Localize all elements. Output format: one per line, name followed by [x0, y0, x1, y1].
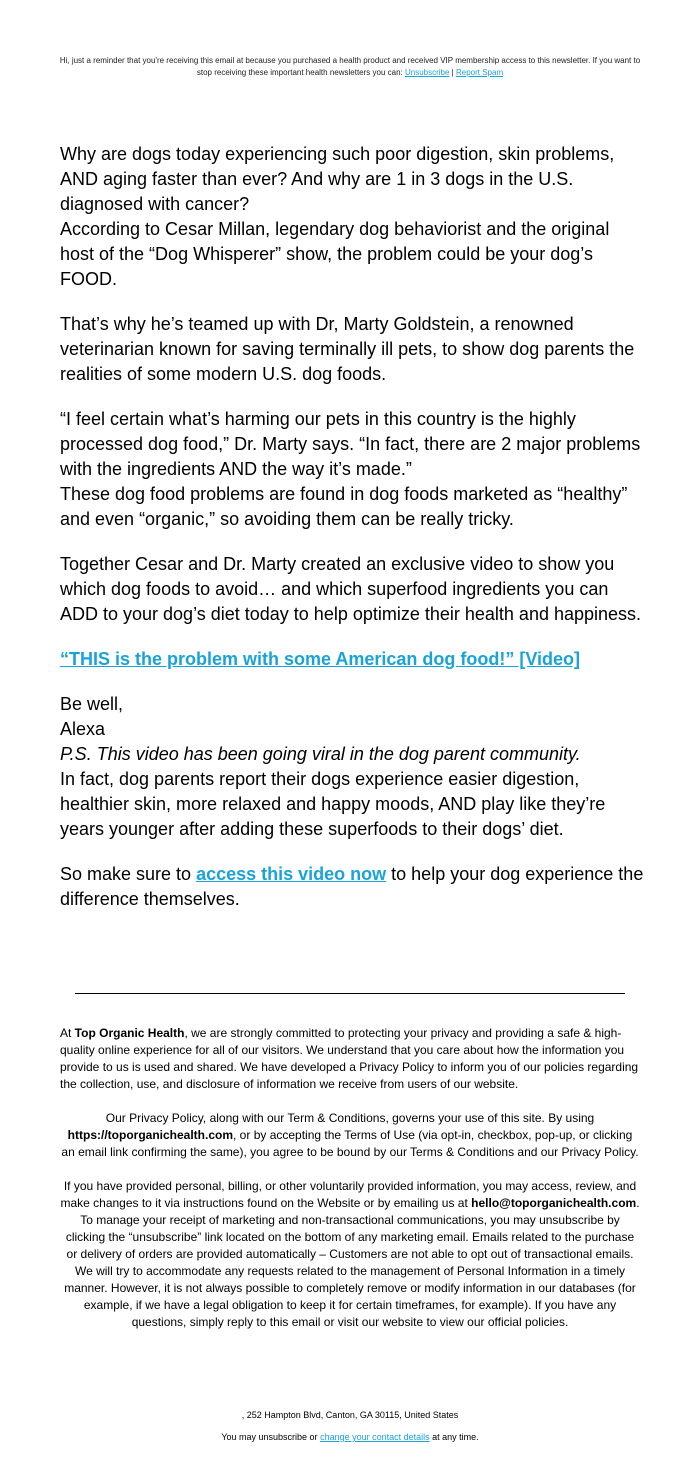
paragraph-intro: Why are dogs today experiencing such poor digestion, skin problems, AND aging faster than ever? And why are 1 in 3 dogs in the U.S. diagnosed with cancer? [60, 144, 615, 214]
paragraph-quote: “I feel certain what’s harming our pets in this country is the highly processed dog food,” Dr. Marty says. “In fact, there are 2 major problems with the ingredients AND the way it’s made.” [60, 409, 641, 479]
video-link[interactable]: “THIS is the problem with some American dog food!” [Video] [60, 649, 581, 669]
footer-line2-post: at any time. [429, 1432, 479, 1442]
divider [75, 993, 625, 994]
contact-email: hello@toporganichealth.com [471, 1196, 637, 1210]
brand-name: Top Organic Health [74, 1026, 185, 1040]
cta-suffix: to help your dog experience the difference themselves. [60, 864, 644, 909]
footer-address: , 252 Hampton Blvd, Canton, GA 30115, United States [241, 1410, 459, 1420]
cta-prefix: So make sure to [60, 864, 197, 884]
paragraph-video: Together Cesar and Dr. Marty created an exclusive video to show you which dog foods to avoid… and which superfood ingredients you can ADD to your dog’s diet today to help optimize their health and happiness. [60, 554, 642, 624]
subscription-notice [55, 55, 645, 79]
postscript: P.S. This video has been going viral in the dog parent community. [60, 744, 581, 764]
legal-l1-pre: At [60, 1026, 75, 1040]
legal-l2-post: , or by accepting the Terms of Use (via opt-in, checkbox, pop-up, or clicking an email link confirming the same), you agree to be bound by our Terms & Conditions and our Privacy Policy. [61, 1128, 639, 1159]
notice-separator: | [449, 68, 456, 77]
footer-unsubscribe-line [60, 1430, 640, 1444]
paragraph-results: In fact, dog parents report their dogs experience easier digestion, healthier skin, more relaxed and happy moods, AND play like they’re years younger after adding these superfoods to their dogs’ diet. [60, 769, 606, 839]
signature-name: Alexa [60, 719, 106, 739]
legal-l3-pre: If you have provided personal, billing, or other voluntarily provided information, you may access, review, and make changes to it via instructions found on the Website or by emailing us at [60, 1179, 637, 1210]
signoff: Be well, [60, 694, 124, 714]
legal-privacy-commitment [60, 1025, 640, 1093]
access-video-link[interactable]: access this video now [196, 864, 387, 884]
legal-data-access [60, 1178, 640, 1331]
paragraph-cta [60, 862, 645, 912]
paragraph-intro-2: According to Cesar Millan, legendary dog behaviorist and the original host of the “Dog Whisperer” show, the problem could be your dog’s FOOD. [60, 219, 610, 289]
footer [60, 1408, 640, 1444]
change-contact-details-link[interactable]: change your contact details [320, 1432, 430, 1442]
footer-line2-pre: You may unsubscribe or [221, 1432, 321, 1442]
report-spam-link[interactable]: Report Spam [455, 68, 504, 77]
paragraph-partnership: That’s why he’s teamed up with Dr, Marty Goldstein, a renowned veterinarian known for saving terminally ill pets, to show dog parents the realities of some modern U.S. dog foods. [60, 314, 635, 384]
legal-terms [60, 1110, 640, 1161]
notice-text: Hi, just a reminder that you're receiving this email at because you purchased a health product and received VIP membership access to this newsletter. If you want to stop receiving these important health newsletters you can: [59, 56, 641, 77]
legal-l3-post: . To manage your receipt of marketing and non-transactional communications, you may unsubscribe by clicking the “unsubscribe” link located on the bottom of any marketing email. Emails related to the purchase or delivery of orders are provided automatically – Customers are not able to opt out of transactional emails. We will try to accommodate any requests related to the management of Personal Information in a timely manner. However, it is not always possible to completely remove or modify information in our databases (for example, if we have a legal obligation to keep it for certain timeframes, for example). If you have any questions, simply reply to this email or visit our website to view our official policies. [64, 1196, 640, 1329]
legal-l1-post: , we are strongly committed to protecting your privacy and providing a safe & high-quality online experience for all of our visitors. We understand that you care about how the information you provide to us is used and shared. We have developed a Privacy Policy to inform you of our policies regarding the collection, use, and disclosure of information we receive from users of our website. [60, 1026, 639, 1091]
legal-l2-pre: Our Privacy Policy, along with our Term & Conditions, governs your use of this site. By using [105, 1111, 595, 1125]
email-body [60, 142, 645, 912]
site-url: https://toporganichealth.com [67, 1128, 234, 1142]
legal-section [60, 1025, 640, 1348]
paragraph-quote-2: These dog food problems are found in dog foods marketed as “healthy” and even “organic,” so avoiding them can be really tricky. [60, 484, 628, 529]
unsubscribe-link[interactable]: Unsubscribe [404, 68, 450, 77]
